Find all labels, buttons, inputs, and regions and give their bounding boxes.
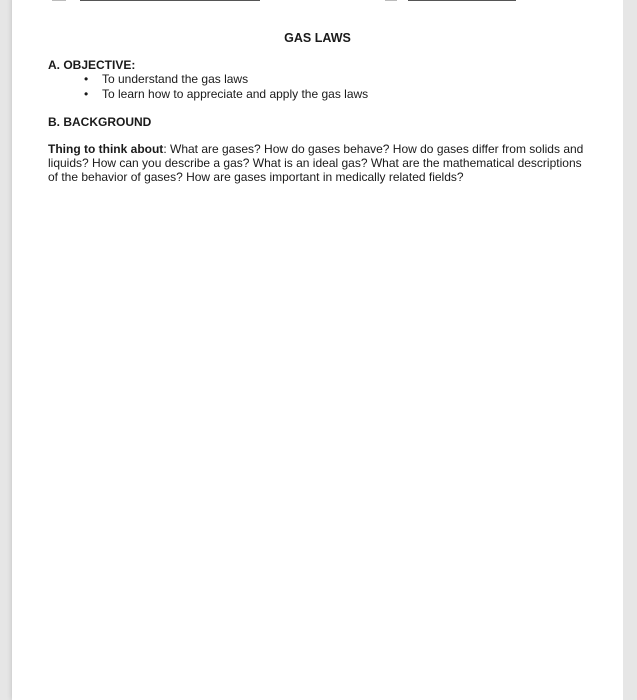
objective-list [82, 72, 368, 102]
objective-item-text: To understand the gas laws [102, 72, 249, 86]
objective-item-text: To learn how to appreciate and apply the gas laws [102, 87, 369, 101]
background-text: What are gases? How do gases behave? How do gases differ from solids and liquids? How can you describe a gas? What is an ideal gas? What are the mathematical descriptions of the behavior of gases? How are gases important in medically related fields? [48, 142, 584, 184]
bullet-icon: • [84, 87, 89, 101]
background-lead: Thing to think about [48, 142, 164, 156]
name-fill-line [80, 0, 260, 1]
objective-item [82, 72, 368, 87]
document-page [12, 0, 623, 700]
date-fill-line-stub [385, 0, 397, 1]
background-paragraph [48, 142, 593, 184]
background-lead-colon: : [163, 142, 167, 156]
document-title: GAS LAWS [284, 31, 351, 45]
name-fill-line-stub [52, 0, 66, 1]
viewer-margin [623, 0, 637, 700]
background-heading: B. BACKGROUND [48, 115, 152, 129]
objective-heading: A. OBJECTIVE: [48, 58, 136, 72]
date-fill-line [408, 0, 516, 1]
objective-item [82, 87, 368, 102]
bullet-icon: • [84, 72, 89, 86]
